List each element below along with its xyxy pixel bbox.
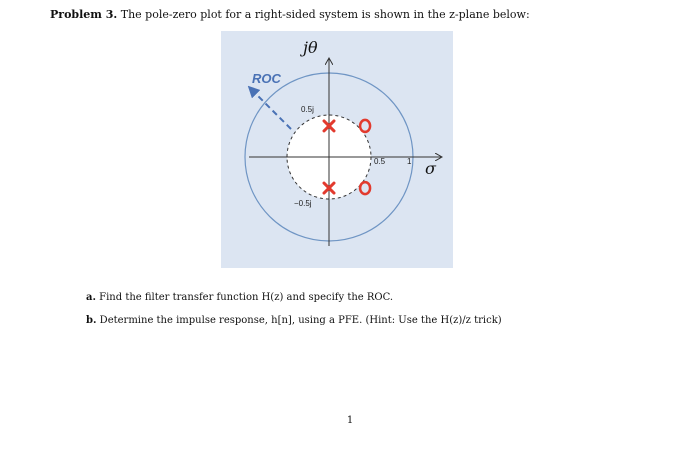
question-b	[86, 314, 502, 328]
zero-real-label: 0.5	[374, 157, 386, 166]
roc-label: ROC	[252, 71, 281, 86]
problem-label: Problem 3.	[50, 8, 118, 21]
pole-lower-label: −0.5j	[294, 199, 312, 208]
problem-heading	[50, 8, 530, 22]
question-a-text: Find the filter transfer function H(z) and specify the ROC.	[99, 292, 394, 303]
problem-statement: The pole-zero plot for a right-sided system is shown in the z-plane below:	[120, 8, 530, 21]
question-b-text: Determine the impulse response, h[n], using a PFE. (Hint: Use the H(z)/z trick)	[99, 315, 502, 326]
pole-upper-label: 0.5j	[301, 105, 314, 114]
question-b-label: b.	[86, 315, 97, 326]
pole-zero-svg	[221, 31, 453, 268]
question-list	[86, 291, 502, 337]
imaginary-axis-label: jθ	[303, 38, 318, 57]
question-a	[86, 291, 502, 305]
page-number: 1	[346, 415, 354, 426]
question-a-label: a.	[86, 292, 96, 303]
real-axis-label: σ	[425, 159, 436, 178]
pole-zero-plot	[221, 31, 453, 268]
unit-circle-label: 1	[407, 157, 412, 166]
